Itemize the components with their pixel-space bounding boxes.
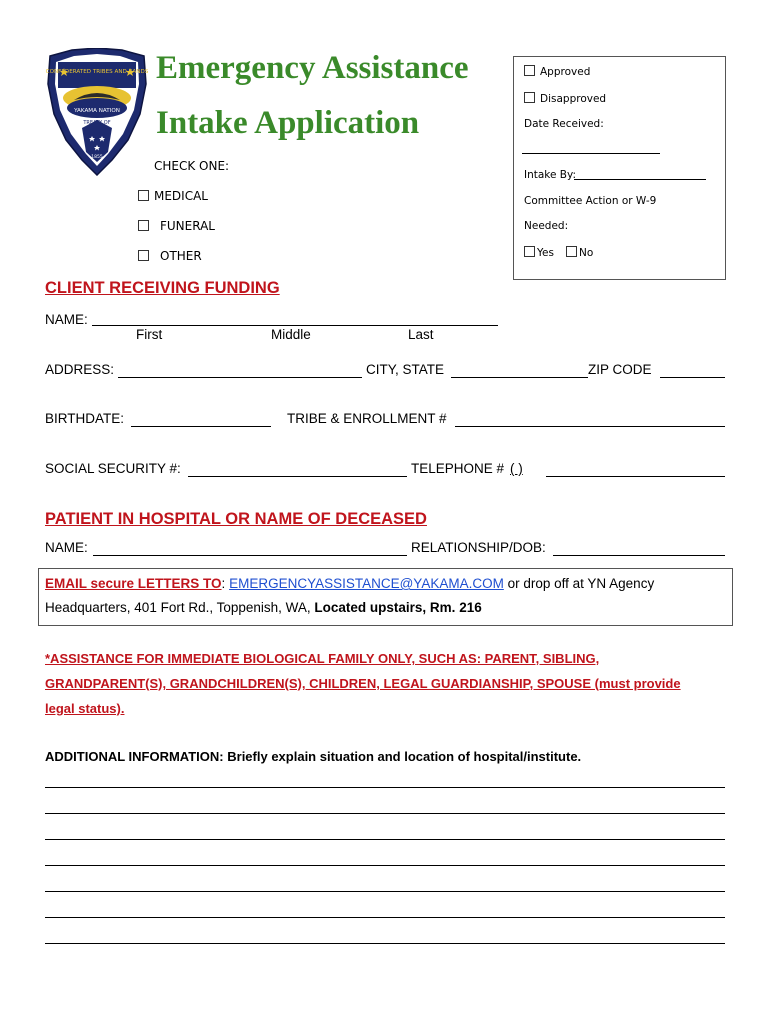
approved-option[interactable]: Approved <box>524 65 590 78</box>
intake-by-line[interactable] <box>574 179 706 180</box>
yes-option[interactable]: Yes <box>524 246 554 259</box>
disapproved-checkbox[interactable] <box>524 92 535 103</box>
additional-info-line[interactable] <box>45 943 725 944</box>
seal-year-text: 1855 <box>91 155 103 160</box>
yes-checkbox[interactable] <box>524 246 535 257</box>
other-checkbox[interactable] <box>138 250 149 261</box>
form-title-line1: Emergency Assistance <box>156 50 469 86</box>
telephone-field[interactable] <box>546 476 725 477</box>
option-funeral[interactable] <box>138 219 215 233</box>
check-one-label: CHECK ONE: <box>154 159 230 173</box>
additional-info-line[interactable] <box>45 839 725 840</box>
telephone-area-code[interactable]: ( ) <box>510 461 523 476</box>
zip-code-field[interactable] <box>660 377 725 378</box>
city-state-label: CITY, STATE <box>366 362 445 377</box>
funeral-label: FUNERAL <box>160 219 215 233</box>
assistance-note-line2: GRANDPARENT(S), GRANDCHILDREN(S), CHILDREN, LEGAL GUARDIANSHIP, SPOUSE (must provide <box>45 676 681 691</box>
no-option[interactable]: No <box>566 246 593 259</box>
additional-info-line[interactable] <box>45 917 725 918</box>
last-name-caption: Last <box>408 327 434 342</box>
telephone-label: TELEPHONE # <box>411 461 505 476</box>
tribe-enrollment-label: TRIBE & ENROLLMENT # <box>287 411 447 426</box>
additional-information <box>45 749 581 764</box>
yakama-nation-seal <box>44 48 150 176</box>
client-section-heading: CLIENT RECEIVING FUNDING <box>45 279 280 297</box>
email-instructions-line1: EMAIL secure LETTERS TO: EMERGENCYASSISTANCE@YAKAMA.COM or drop off at YN Agency <box>45 576 655 591</box>
medical-checkbox[interactable] <box>138 190 149 201</box>
additional-info-line[interactable] <box>45 865 725 866</box>
additional-info-line[interactable] <box>45 787 725 788</box>
relationship-dob-label: RELATIONSHIP/DOB: <box>411 540 546 555</box>
first-name-caption: First <box>136 327 163 342</box>
email-instructions-box <box>38 568 733 626</box>
committee-action-label: Committee Action or W-9 <box>524 195 657 207</box>
patient-name-label: NAME: <box>45 540 88 555</box>
option-medical[interactable] <box>138 189 208 203</box>
location-upstairs: Located upstairs, Rm. 216 <box>314 600 482 615</box>
middle-name-caption: Middle <box>271 327 311 342</box>
ssn-field[interactable] <box>188 476 407 477</box>
approved-checkbox[interactable] <box>524 65 535 76</box>
disapproved-option[interactable]: Disapproved <box>524 92 606 105</box>
option-other[interactable] <box>138 249 202 263</box>
funeral-checkbox[interactable] <box>138 220 149 231</box>
date-received-label: Date Received: <box>524 118 604 130</box>
email-link[interactable]: EMERGENCYASSISTANCE@YAKAMA.COM <box>229 576 504 591</box>
patient-section-heading: PATIENT IN HOSPITAL OR NAME OF DECEASED <box>45 510 427 528</box>
zip-code-label: ZIP CODE <box>588 362 652 377</box>
ssn-label: SOCIAL SECURITY #: <box>45 461 181 476</box>
address-label: ADDRESS: <box>45 362 115 377</box>
additional-info-label: ADDITIONAL INFORMATION: <box>45 749 224 764</box>
email-lead: EMAIL secure LETTERS TO <box>45 576 222 591</box>
additional-info-text: Briefly explain situation and location of hospital/institute. <box>227 749 582 764</box>
assistance-note-line1: *ASSISTANCE FOR IMMEDIATE BIOLOGICAL FAMILY ONLY, SUCH AS: PARENT, SIBLING, <box>45 651 600 666</box>
office-use-box <box>513 56 726 280</box>
city-state-field[interactable] <box>451 377 588 378</box>
seal-bottom-text: TREATY OF <box>83 120 111 126</box>
form-title-line2: Intake Application <box>156 105 420 141</box>
tribe-enrollment-field[interactable] <box>455 426 725 427</box>
client-name-field[interactable] <box>92 325 498 326</box>
client-name-label: NAME: <box>45 312 88 327</box>
no-checkbox[interactable] <box>566 246 577 257</box>
other-label: OTHER <box>160 249 202 263</box>
birthdate-field[interactable] <box>131 426 271 427</box>
address-field[interactable] <box>118 377 362 378</box>
date-received-line[interactable] <box>522 153 660 154</box>
seal-middle-text: YAKAMA NATION <box>74 108 120 114</box>
assistance-note-line3: legal status). <box>45 701 125 716</box>
needed-label: Needed: <box>524 220 569 232</box>
additional-info-line[interactable] <box>45 813 725 814</box>
medical-label: MEDICAL <box>154 189 208 203</box>
seal-top-text: CONFEDERATED TRIBES AND BANDS <box>45 69 149 75</box>
intake-by-label: Intake By: <box>524 169 576 181</box>
additional-info-line[interactable] <box>45 891 725 892</box>
email-instructions-line2: Headquarters, 401 Fort Rd., Toppenish, WA, Located upstairs, Rm. 216 <box>45 600 482 615</box>
patient-name-field[interactable] <box>93 555 407 556</box>
birthdate-label: BIRTHDATE: <box>45 411 125 426</box>
relationship-dob-field[interactable] <box>553 555 725 556</box>
